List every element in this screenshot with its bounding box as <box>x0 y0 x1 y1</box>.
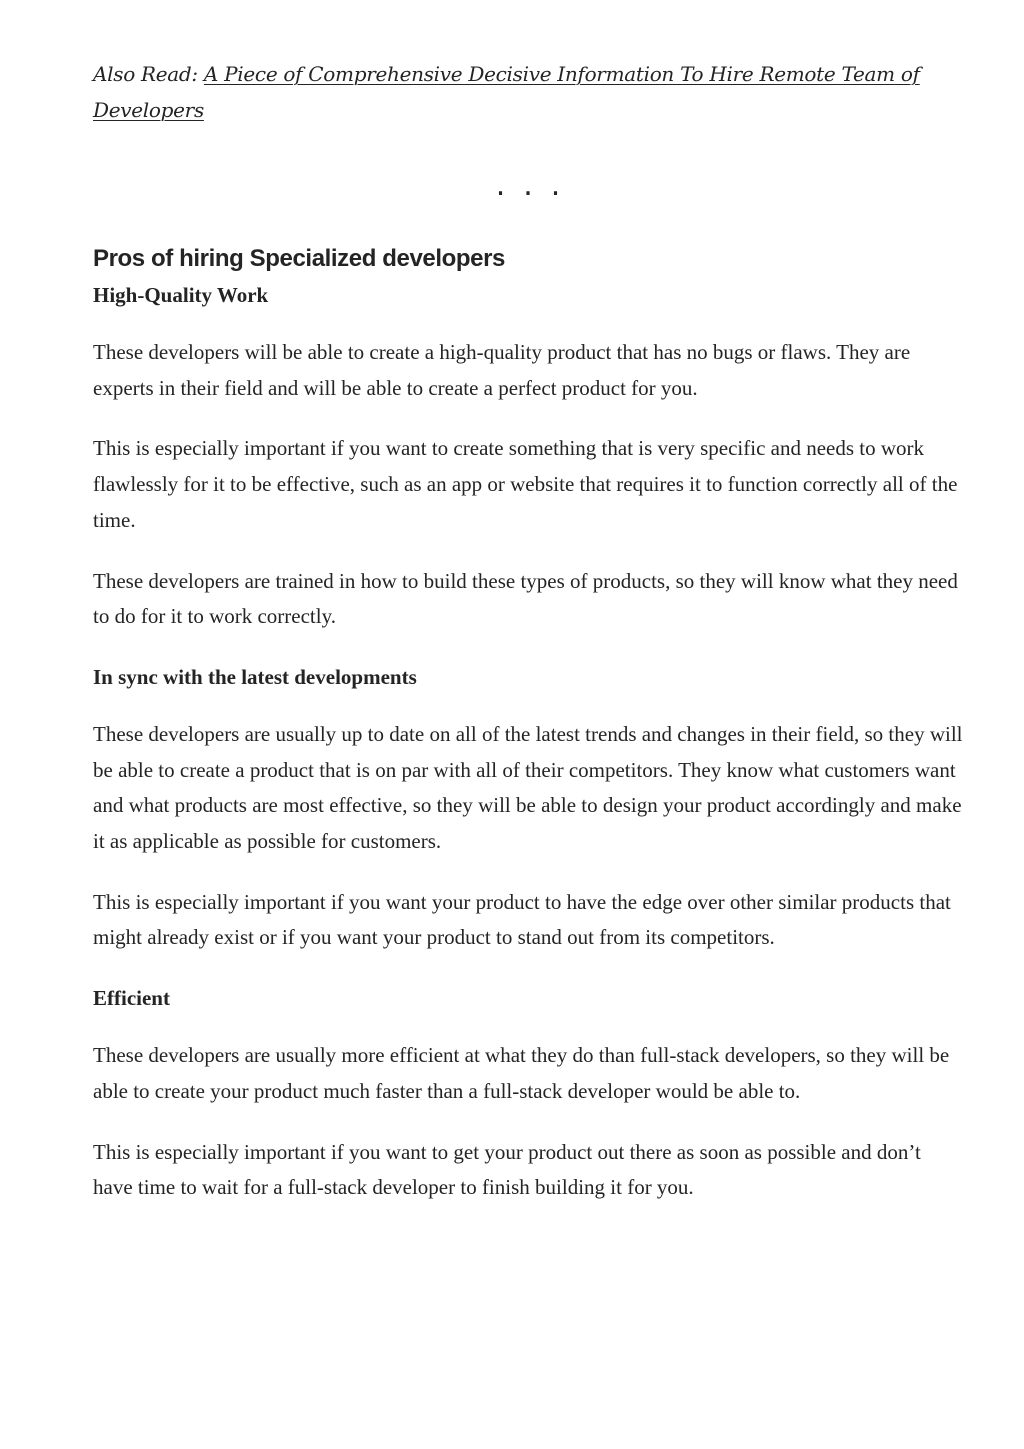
also-read-line <box>93 56 963 128</box>
subheading-efficient: Efficient <box>93 986 170 1011</box>
section-heading: Pros of hiring Specialized developers <box>93 245 505 272</box>
also-read-link[interactable]: A Piece of Comprehensive Decisive Information To Hire Remote Team of Developers <box>93 62 920 122</box>
paragraph: This is especially important if you want to create something that is very specific and needs to work flawlessly for it to be effective, such as an app or website that requires it to function correctly all of the time. <box>93 436 958 532</box>
paragraph: This is especially important if you want your product to have the edge over other similar products that might already exist or if you want your product to stand out from its competitors. <box>93 889 951 950</box>
paragraph: These developers are trained in how to build these types of products, so they will know what they need to do for it to work correctly. <box>93 568 958 629</box>
paragraph: This is especially important if you want to get your product out there as soon as possible and don’t have time to wait for a full-stack developer to finish building it for you. <box>93 1139 921 1200</box>
subheading-latest-developments: In sync with the latest developments <box>93 664 417 689</box>
subheading-high-quality-work: High-Quality Work <box>93 283 269 307</box>
section-separator: ... <box>495 168 579 203</box>
also-read-prefix: Also Read: <box>93 62 204 86</box>
article-body <box>93 56 963 1206</box>
paragraph: These developers are usually more efficient at what they do than full-stack developers, so they will be able to create your product much faster than a full-stack developer would be able to. <box>93 1043 950 1103</box>
paragraph: These developers will be able to create a high-quality product that has no bugs or flaws. They are experts in their field and will be able to create a perfect product for you. <box>93 340 911 400</box>
paragraph: These developers are usually up to date on all of the latest trends and changes in their field, so they will be able to create a product that is on par with all of their competitors. They know what customers want and what products are most effective, so they will be able to design your product accordingly and make it as applicable as possible for customers. <box>93 721 963 854</box>
